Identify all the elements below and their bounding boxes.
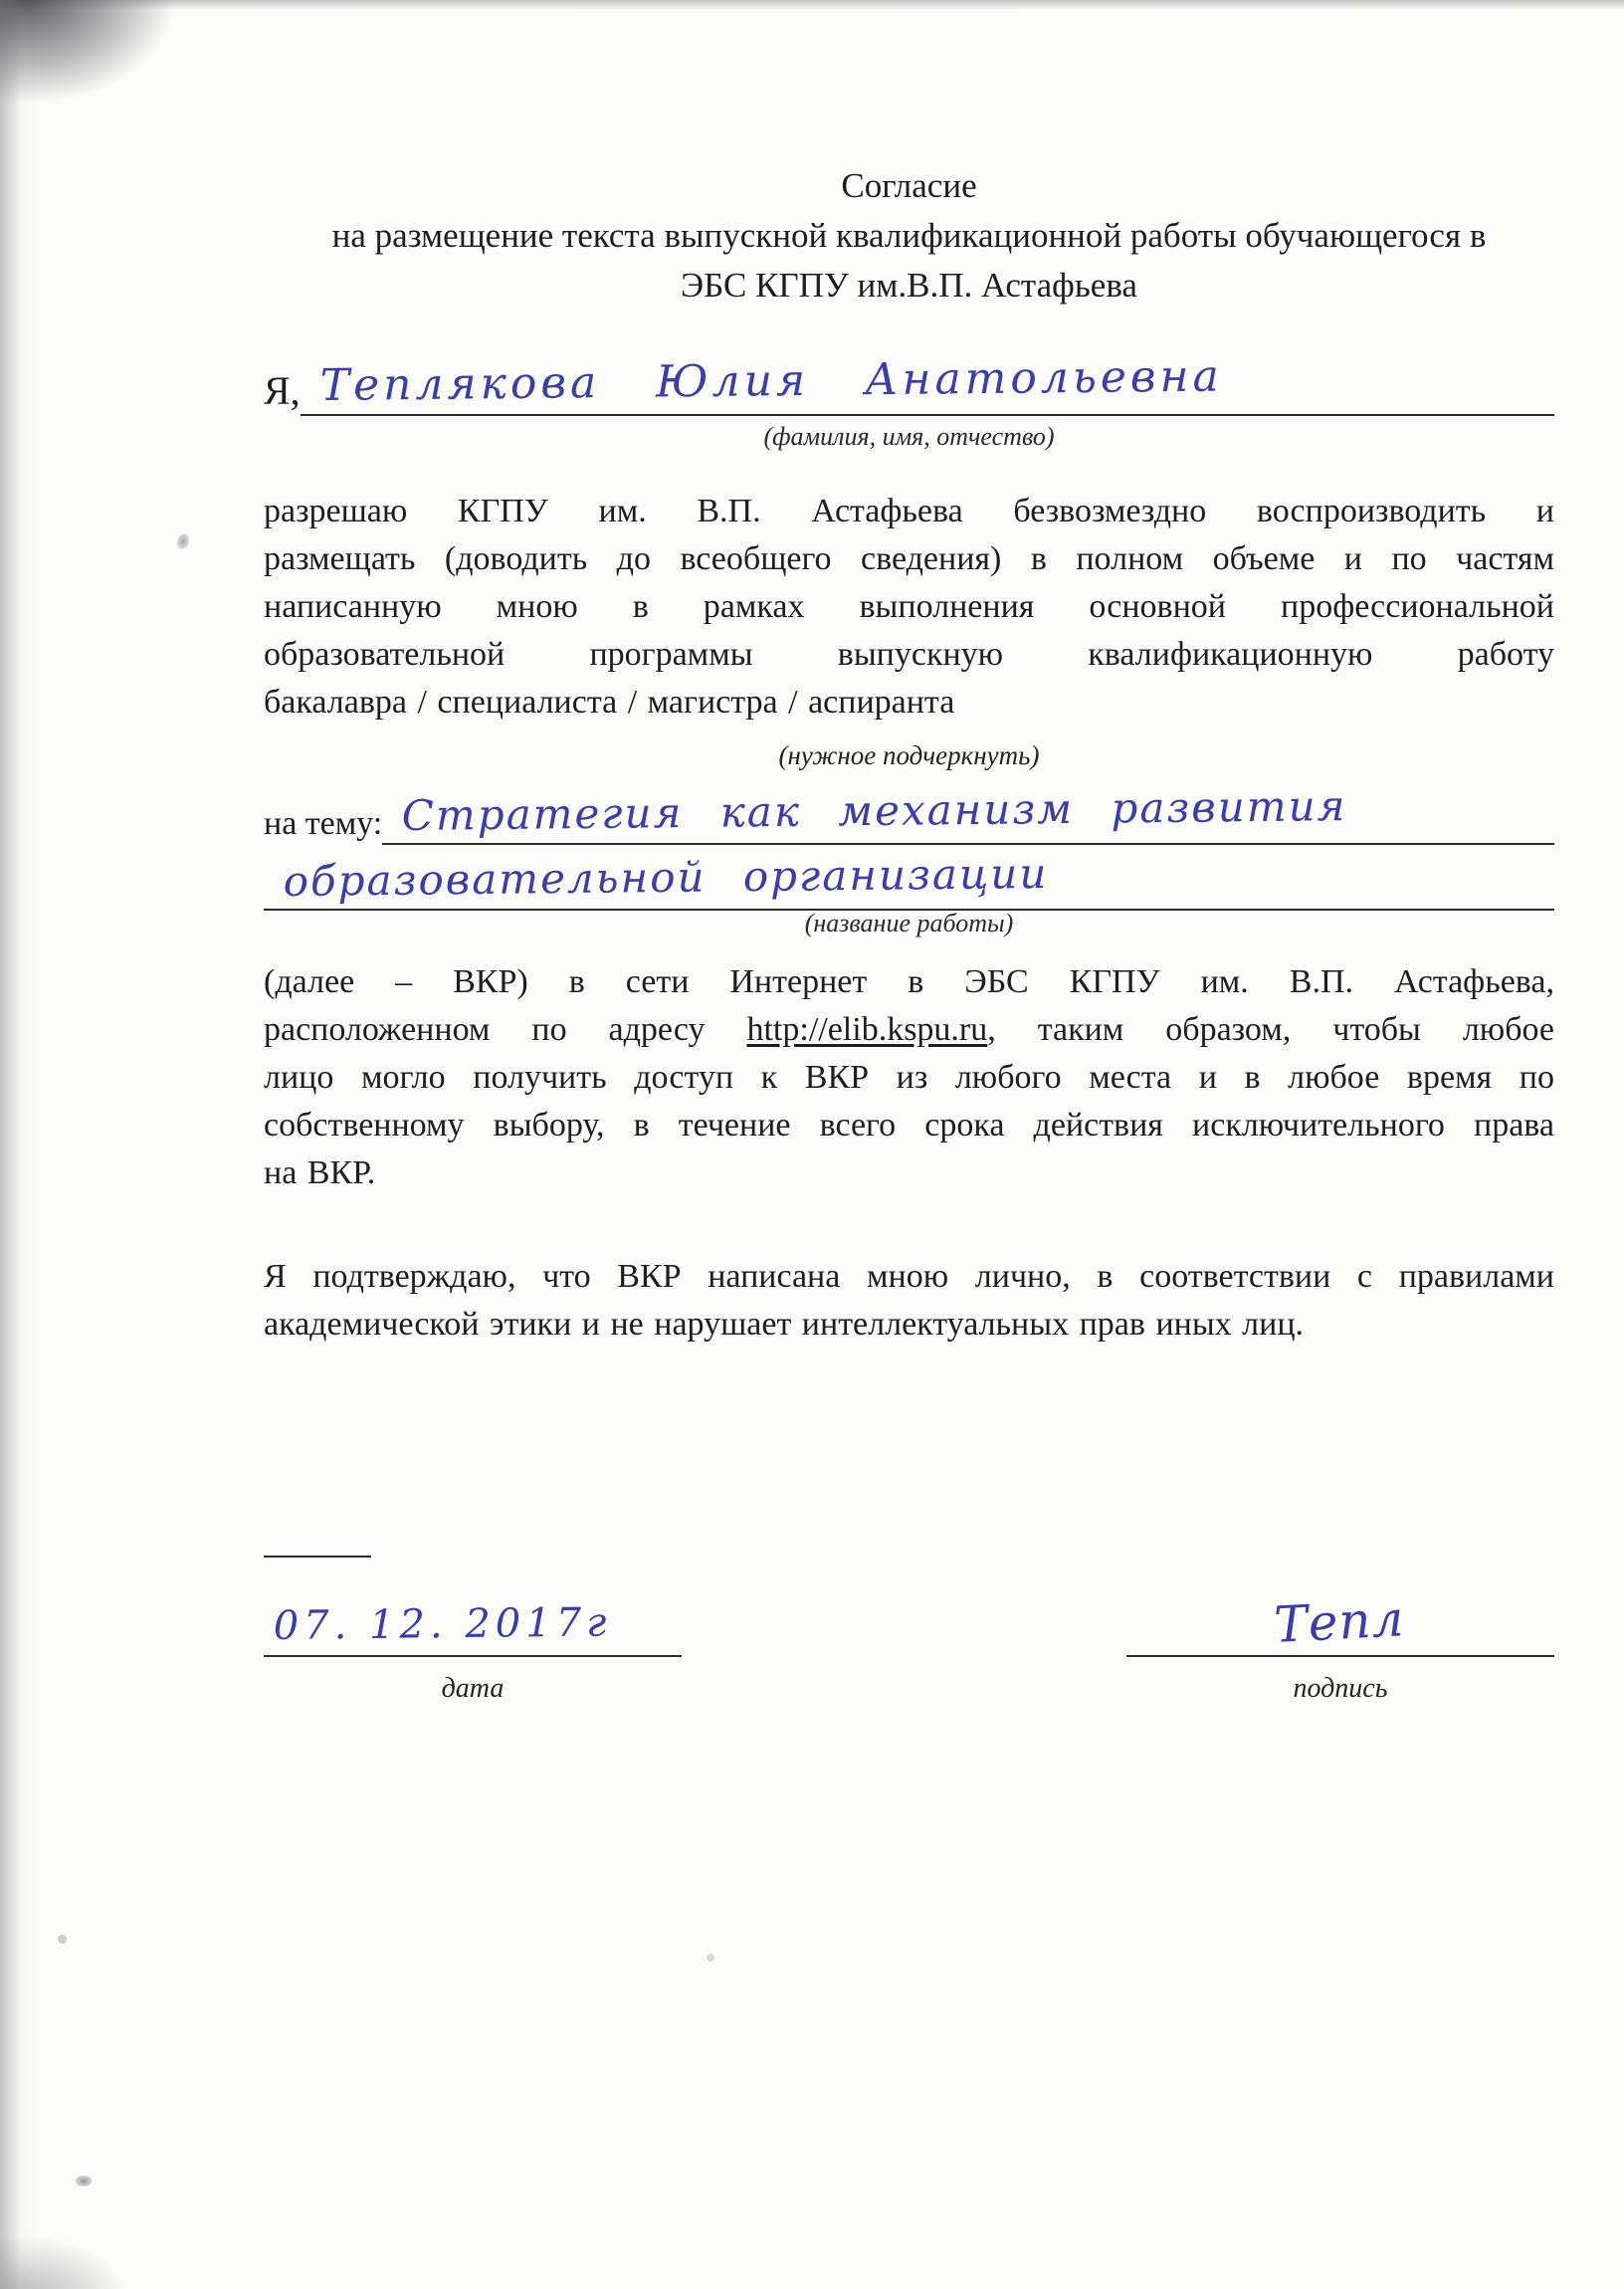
paragraph-line: Я подтверждаю, что ВКР написана мною лично, в соответствии с правилами bbox=[264, 1258, 1554, 1295]
handwritten-name: Теплякова Юлия Анатольевна bbox=[319, 350, 1223, 412]
date-underline bbox=[264, 1601, 682, 1657]
url-line-after: , таким образом, чтобы любое bbox=[987, 1011, 1554, 1048]
underline-note: (нужное подчеркнуть) bbox=[778, 740, 1040, 770]
vkr-paragraph bbox=[264, 958, 1554, 1197]
stray-line bbox=[264, 1556, 371, 1558]
paragraph-line: (далее – ВКР) в сети Интернет в ЭБС КГПУ им. В.П. Астафьева, bbox=[264, 963, 1554, 1000]
paragraph-line-with-url bbox=[264, 1006, 1554, 1054]
name-row bbox=[264, 350, 1554, 416]
page-title: Согласие bbox=[841, 166, 977, 205]
signature-footer bbox=[264, 1556, 1554, 1705]
date-label: дата bbox=[441, 1673, 505, 1704]
topic-underline-1 bbox=[382, 781, 1554, 845]
paragraph-line: академической этики и не нарушает интеллектуальных прав иных лиц. bbox=[264, 1306, 1305, 1343]
scan-artifact-speck bbox=[76, 2176, 92, 2186]
paragraph-line: написанную мною в рамках выполнения основной профессиональной bbox=[264, 588, 1554, 625]
paragraph-line: образовательной программы выпускную квалификационную работу bbox=[264, 636, 1554, 673]
paragraph-line: разрешаю КГПУ им. В.П. Астафьева безвозмездно воспроизводить и bbox=[264, 493, 1554, 529]
paragraph-line: бакалавра / специалиста / магистра / аспиранта bbox=[264, 684, 955, 721]
date-block bbox=[264, 1556, 682, 1705]
handwritten-topic-line-2: образовательной организации bbox=[283, 848, 1049, 907]
handwritten-date: 07. 12. 2017г bbox=[273, 1599, 612, 1650]
signature-label: подпись bbox=[1293, 1673, 1388, 1704]
signature-block bbox=[1126, 1589, 1554, 1705]
scan-artifact-corner-shadow bbox=[0, 2235, 129, 2289]
name-caption: (фамилия, имя, отчество) bbox=[763, 422, 1055, 451]
topic-label: на тему: bbox=[264, 805, 383, 842]
handwritten-topic-line-1: Стратегия как механизм развития bbox=[401, 781, 1347, 841]
handwritten-signature: Тепл bbox=[1272, 1589, 1406, 1655]
url-line-before: расположенном по адресу bbox=[264, 1011, 747, 1048]
document-header bbox=[264, 161, 1554, 311]
name-prefix: Я, bbox=[264, 368, 301, 413]
topic-underline-2 bbox=[264, 848, 1554, 911]
subtitle-line-2: ЭБС КГПУ им.В.П. Астафьева bbox=[681, 266, 1137, 305]
topic-row bbox=[264, 781, 1554, 845]
scan-artifact-speck bbox=[707, 1954, 714, 1962]
permission-paragraph bbox=[264, 488, 1554, 727]
name-underline bbox=[301, 350, 1554, 416]
topic-caption: (название работы) bbox=[804, 909, 1014, 937]
elib-url: http://elib.kspu.ru bbox=[746, 1011, 988, 1048]
paragraph-line: лицо могло получить доступ к ВКР из любого места и в любое время по bbox=[264, 1059, 1554, 1096]
topic-row-2 bbox=[264, 848, 1554, 911]
paragraph-line: размещать (доводить до всеобщего сведения) в полном объеме и по частям bbox=[264, 540, 1554, 577]
scan-artifact-speck bbox=[58, 1935, 67, 1944]
subtitle-line-1: на размещение текста выпускной квалификационной работы обучающегося в bbox=[331, 216, 1487, 255]
signature-underline bbox=[1126, 1589, 1554, 1657]
paragraph-line: собственному выбору, в течение всего срока действия исключительного права bbox=[264, 1107, 1554, 1144]
paragraph-line: на ВКР. bbox=[264, 1154, 376, 1191]
confirmation-paragraph bbox=[264, 1253, 1554, 1349]
